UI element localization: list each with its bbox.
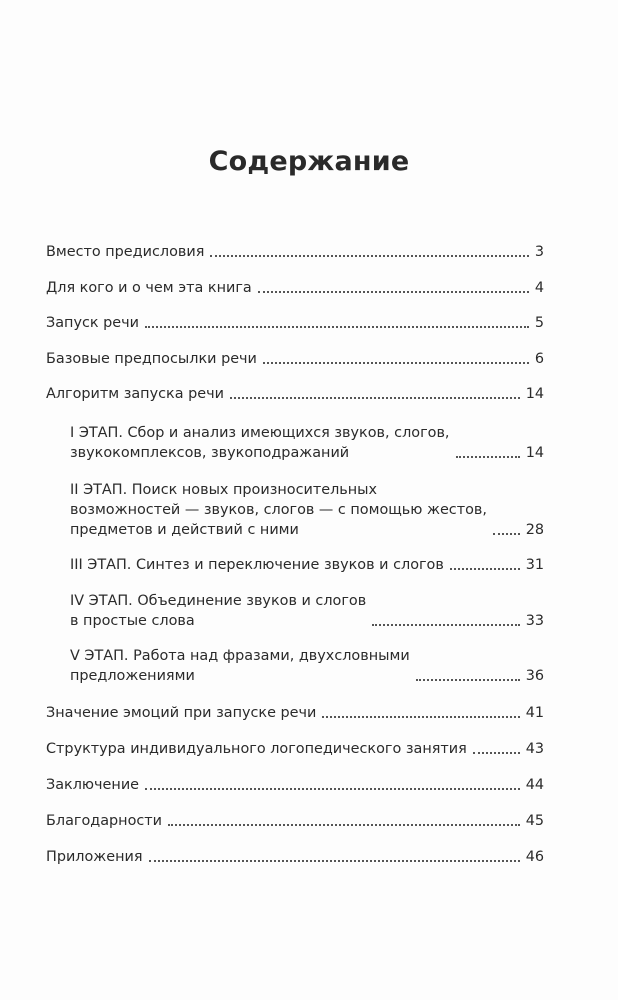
toc-page-number: 14 xyxy=(525,386,544,402)
toc-entry-text: Для кого и о чем эта книга xyxy=(46,280,252,296)
toc-entry-text: IV ЭТАП. Объединение звуков и слогов xyxy=(70,593,367,609)
dot-leader xyxy=(258,291,529,293)
toc-entry-text: предложениями xyxy=(70,668,195,684)
toc-page-number: 43 xyxy=(525,741,544,757)
toc-entry-label xyxy=(46,242,204,262)
toc-page-number: 28 xyxy=(525,522,544,538)
toc-entry-text: Базовые предпосылки речи xyxy=(46,351,257,367)
dot-leader xyxy=(210,255,528,257)
toc-entry xyxy=(46,349,544,369)
dot-leader xyxy=(149,860,520,862)
toc-entry-text: V ЭТАП. Работа над фразами, двухсловными xyxy=(70,648,410,664)
toc-entry xyxy=(46,313,544,333)
toc-entry-text: возможностей — звуков, слогов — с помощью жестов, xyxy=(70,502,487,518)
toc-entry xyxy=(46,384,544,404)
toc-subentry xyxy=(46,423,544,463)
toc-page-number: 46 xyxy=(525,849,544,865)
toc-entry-label xyxy=(70,646,410,686)
toc-entry-text: III ЭТАП. Синтез и переключение звуков и слогов xyxy=(70,557,444,573)
dot-leader xyxy=(416,679,520,681)
toc-entry-label xyxy=(46,349,257,369)
toc-page-number: 31 xyxy=(525,557,544,573)
toc-entry-text: Значение эмоций при запуске речи xyxy=(46,705,317,721)
toc-subentry xyxy=(46,555,544,575)
dot-leader xyxy=(493,533,520,535)
toc-entry xyxy=(46,775,544,795)
toc-subentry xyxy=(46,480,544,540)
toc-entry-label xyxy=(46,847,143,867)
toc-entry-text: Заключение xyxy=(46,777,140,793)
dot-leader xyxy=(450,568,520,570)
toc-entry-label xyxy=(70,591,366,631)
toc-page-number: 45 xyxy=(525,813,544,829)
toc-entry-label xyxy=(46,703,316,723)
toc-entry xyxy=(46,847,544,867)
toc-subentry xyxy=(46,591,544,631)
toc-entry-label xyxy=(46,313,139,333)
toc-page-number: 33 xyxy=(525,613,544,629)
toc-subentry xyxy=(46,646,544,686)
toc-entry-text: Приложения xyxy=(46,849,143,865)
toc-entry xyxy=(46,811,544,831)
toc-entry xyxy=(46,242,544,262)
toc-entry-label xyxy=(46,739,467,759)
toc-entry-label xyxy=(70,480,487,540)
toc-entry xyxy=(46,739,544,759)
toc-entry-text: I ЭТАП. Сбор и анализ имеющихся звуков, слогов, xyxy=(70,425,450,441)
toc-entry-label xyxy=(46,775,139,795)
toc-entry-label xyxy=(70,423,450,463)
dot-leader xyxy=(145,788,520,790)
toc-entry-text: Структура индивидуального логопедического занятия xyxy=(46,741,467,757)
dot-leader xyxy=(145,326,529,328)
toc-page-number: 3 xyxy=(534,244,544,260)
toc-page-number: 14 xyxy=(525,445,544,461)
toc-entry-text: предметов и действий с ними xyxy=(70,522,299,538)
toc-entry-text: Алгоритм запуска речи xyxy=(46,386,224,402)
table-of-contents xyxy=(46,242,544,867)
dot-leader xyxy=(263,362,529,364)
toc-entry-text: в простые слова xyxy=(70,613,195,629)
dot-leader xyxy=(322,716,519,718)
dot-leader xyxy=(372,624,520,626)
toc-entry-label xyxy=(70,555,444,575)
toc-page-number: 5 xyxy=(534,315,544,331)
dot-leader xyxy=(473,752,520,754)
toc-page-number: 6 xyxy=(534,351,544,367)
toc-entry-text: II ЭТАП. Поиск новых произносительных xyxy=(70,482,378,498)
toc-entry xyxy=(46,278,544,298)
toc-entry-text: Запуск речи xyxy=(46,315,139,331)
dot-leader xyxy=(168,824,520,826)
toc-page-number: 44 xyxy=(525,777,544,793)
toc-entry-text: Благодарности xyxy=(46,813,163,829)
toc-entry-label xyxy=(46,278,252,298)
dot-leader xyxy=(230,397,520,399)
toc-page-number: 36 xyxy=(525,668,544,684)
toc-entry-text: Вместо предисловия xyxy=(46,244,205,260)
toc-page-number: 4 xyxy=(534,280,544,296)
toc-entry-label xyxy=(46,811,162,831)
toc-entry xyxy=(46,703,544,723)
toc-entry-text: звукокомплексов, звукоподражаний xyxy=(70,445,350,461)
dot-leader xyxy=(456,456,520,458)
toc-page-number: 41 xyxy=(525,705,544,721)
toc-entry-label xyxy=(46,384,224,404)
page-title: Содержание xyxy=(208,146,410,177)
